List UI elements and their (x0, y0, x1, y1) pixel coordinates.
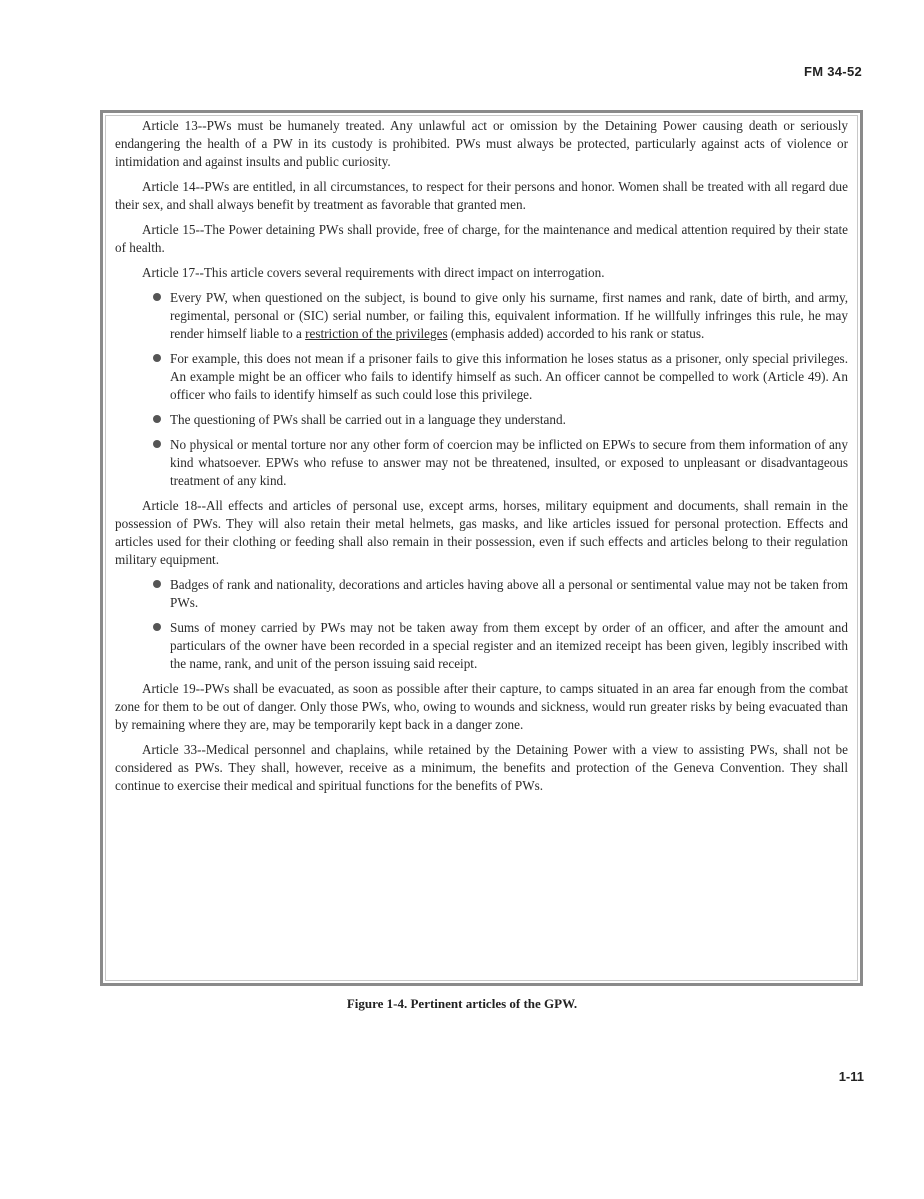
document-id-header: FM 34-52 (803, 64, 862, 79)
bullet-icon (153, 580, 161, 588)
article-18-list (115, 576, 848, 673)
bullet-text: For example, this does not mean if a prisoner fails to give this information he loses status as a prisoner, only special privileges. An example might be an officer who fails to identify himself as such. An officer cannot be compelled to work (Article 49). An officer who fails to identify himself as such could lose this privilege. (170, 351, 848, 402)
figure-caption: Figure 1-4. Pertinent articles of the GPW. (346, 996, 578, 1011)
bullet-text: The questioning of PWs shall be carried out in a language they understand. (170, 412, 566, 427)
article-14-paragraph: Article 14--PWs are entitled, in all circumstances, to respect for their persons and honor. Women shall be treated with all regard due their sex, and shall always benefit by treatment as favorable that granted men. (115, 179, 848, 212)
article-17-paragraph: Article 17--This article covers several requirements with direct impact on interrogation. (142, 265, 605, 280)
list-item (170, 436, 848, 490)
bullet-icon (153, 293, 161, 301)
figure-box (100, 110, 863, 986)
bullet-text: Every PW, when questioned on the subject, is bound to give only his surname, first names and rank, date of birth, and army, regimental, personal or (SIC) serial number, or failing this, equivalent information. If he willfully infringes this rule, he may render himself liable to a (170, 290, 848, 341)
bullet-icon (153, 440, 161, 448)
page-number: 1-11 (838, 1069, 864, 1084)
bullet-icon (153, 415, 161, 423)
list-item (170, 289, 848, 343)
bullet-text: Sums of money carried by PWs may not be taken away from them except by order of an officer, and after the amount and particulars of the owner have been recorded in a special register and an itemized receipt has been given, legibly inscribed with the name, rank, and unit of the person issuing said receipt. (170, 620, 848, 671)
figure-content (115, 117, 848, 802)
article-13-paragraph: Article 13--PWs must be humanely treated. Any unlawful act or omission by the Detaining Power causing death or seriously endangering the health of a PW in its custody is prohibited. PWs must always be protected, particularly against acts of violence or intimidation and against insults and public curiosity. (115, 118, 848, 169)
list-item (170, 576, 848, 612)
bullet-icon (153, 354, 161, 362)
underlined-emphasis: restriction of the privileges (305, 326, 448, 341)
article-33-paragraph: Article 33--Medical personnel and chaplains, while retained by the Detaining Power with a view to assisting PWs, shall not be considered as PWs. They shall, however, receive as a minimum, the benefits and protection of the Geneva Convention. They shall continue to exercise their medical and spiritual functions for the benefits of PWs. (115, 742, 848, 793)
bullet-text: Badges of rank and nationality, decorations and articles having above all a personal or sentimental value may not be taken from PWs. (170, 577, 848, 610)
article-17-list (115, 289, 848, 490)
list-item (170, 350, 848, 404)
bullet-text: (emphasis added) accorded to his rank or status. (450, 326, 705, 341)
list-item (170, 619, 848, 673)
article-18-paragraph: Article 18--All effects and articles of personal use, except arms, horses, military equipment and documents, shall remain in the possession of PWs. They will also retain their metal helmets, gas masks, and like articles issued for personal protection. Effects and articles used for their clothing or feeding shall also remain in their possession, even if such effects and articles belong to their regulation military equipment. (115, 498, 848, 567)
article-15-paragraph: Article 15--The Power detaining PWs shall provide, free of charge, for the maintenance and medical attention required by their state of health. (115, 222, 848, 255)
list-item (170, 411, 848, 429)
bullet-icon (153, 623, 161, 631)
article-19-paragraph: Article 19--PWs shall be evacuated, as soon as possible after their capture, to camps situated in an area far enough from the combat zone for them to be out of danger. Only those PWs, who, owing to wounds and sickness, would run greater risks by being evacuated than by remaining where they are, may be temporarily kept back in a danger zone. (115, 681, 848, 732)
bullet-text: No physical or mental torture nor any other form of coercion may be inflicted on EPWs to secure from them information of any kind whatsoever. EPWs who refuse to answer may not be threatened, insulted, or exposed to unpleasant or disadvantageous treatment of any kind. (170, 437, 848, 488)
